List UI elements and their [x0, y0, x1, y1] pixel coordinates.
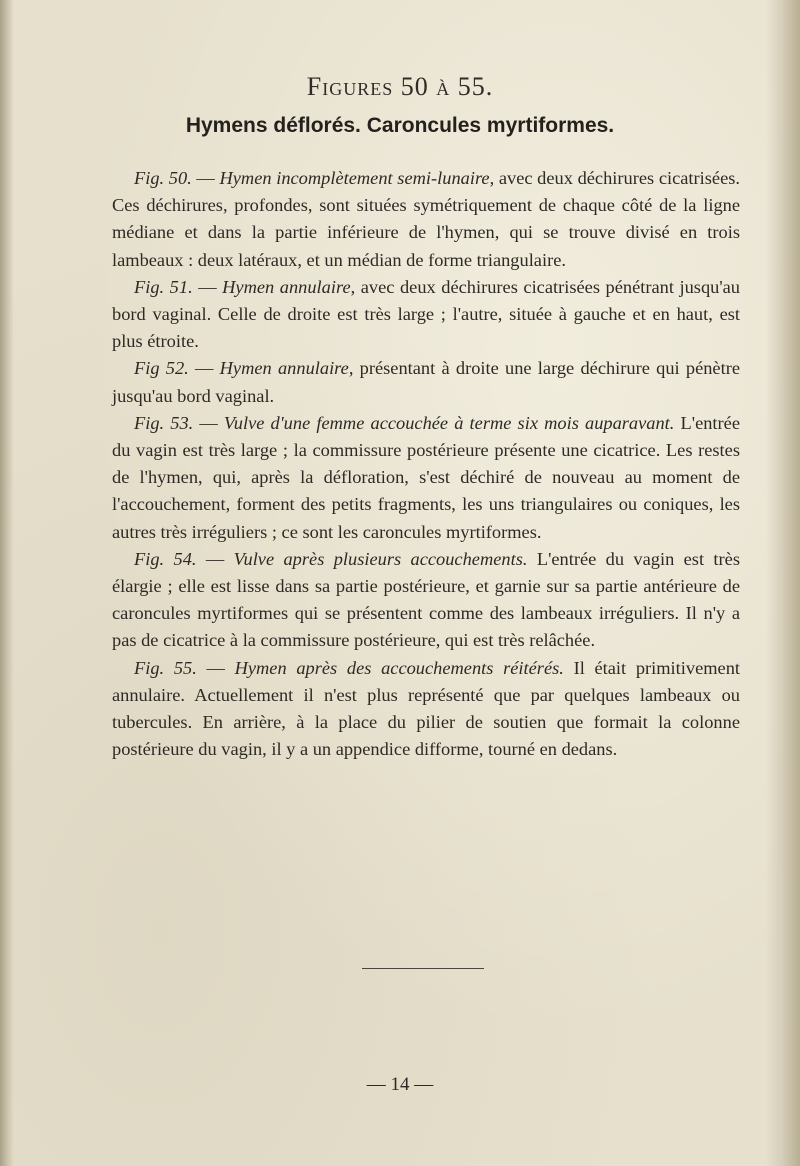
- paragraph-fig-50: [112, 165, 740, 274]
- page-heading: Figures 50 à 55.: [306, 72, 494, 101]
- paragraph-fig-52: [112, 355, 740, 409]
- fig-description: , présentant à droite une large déchirure qui pénètre jusqu'au bord vaginal.: [112, 358, 740, 406]
- fig-description: Il était primitivement annulaire. Actuellement il n'est plus représenté que par quelques lambeaux ou tubercules. En arrière, à la place du pilier de soutien que formait la colonne postérieure du vagin, il y a un appendice difforme, tourné en dedans.: [112, 657, 741, 760]
- fig-label: Fig. 53.: [134, 412, 194, 433]
- fig-label: Fig. 50.: [134, 168, 192, 188]
- fig-description: L'entrée du vagin est très élargie ; elle est lisse dans sa partie postérieure, et garnie sur sa partie antérieure de caroncules myrtiformes qui se présentent comme des lambeaux irréguliers. Il n'y a pas de cicatrice à la commissure postérieure, qui est très relâchée.: [112, 548, 740, 651]
- fig-title: Vulve après plusieurs accouchements.: [233, 548, 528, 569]
- fig-description: L'entrée du vagin est très large ; la commissure postérieure présente une cicatrice. Les restes de l'hymen, qui, après la défloration, s'est déchiré de nouveau au moment de l'accouchement, forment des petits fragments, les uns triangulaires ou coniques, les autres très irréguliers ; ce sont les caroncules myrtiformes.: [112, 412, 740, 542]
- paragraph-fig-55: [112, 655, 740, 764]
- paragraph-fig-53: [112, 410, 740, 546]
- fig-separator: —: [196, 548, 234, 569]
- paragraph-fig-54: [112, 546, 740, 655]
- page-edge-left: [0, 0, 14, 1166]
- page-subheading: Hymens déflorés. Caroncules myrtiformes.: [185, 114, 615, 137]
- fig-label: Fig. 51.: [134, 276, 193, 297]
- fig-separator: —: [192, 276, 223, 297]
- body-text: [112, 165, 740, 763]
- fig-label: Fig 52.: [134, 358, 189, 379]
- fig-description: , avec deux déchirures cicatrisées. Ces déchirures, profondes, sont situées symétriquement de chaque côté de la ligne médiane et dans la partie inférieure de l'hymen, qui se trouve divisé en trois lambeaux : deux latéraux, et un médian de forme triangulaire.: [112, 168, 740, 270]
- fig-separator: —: [196, 657, 235, 678]
- fig-title: Hymen annulaire: [222, 276, 351, 297]
- page-edge-right: [766, 0, 800, 1166]
- fig-description: , avec deux déchirures cicatrisées pénétrant jusqu'au bord vaginal. Celle de droite est très large ; l'autre, située à gauche et en haut, est plus étroite.: [112, 276, 741, 352]
- fig-label: Fig. 54.: [134, 548, 197, 569]
- page-number: — 14 —: [366, 1074, 434, 1095]
- fig-separator: —: [188, 358, 220, 379]
- fig-separator: —: [191, 168, 220, 188]
- section-divider: [362, 968, 484, 969]
- fig-title: Vulve d'une femme accouchée à terme six mois auparavant.: [223, 412, 675, 433]
- fig-title: Hymen incomplètement semi-lunaire: [219, 168, 490, 188]
- paragraph-fig-51: [112, 274, 740, 356]
- fig-title: Hymen annulaire: [219, 358, 349, 379]
- fig-title: Hymen après des accouchements réitérés.: [234, 657, 564, 678]
- fig-label: Fig. 55.: [134, 657, 197, 678]
- fig-separator: —: [193, 412, 224, 433]
